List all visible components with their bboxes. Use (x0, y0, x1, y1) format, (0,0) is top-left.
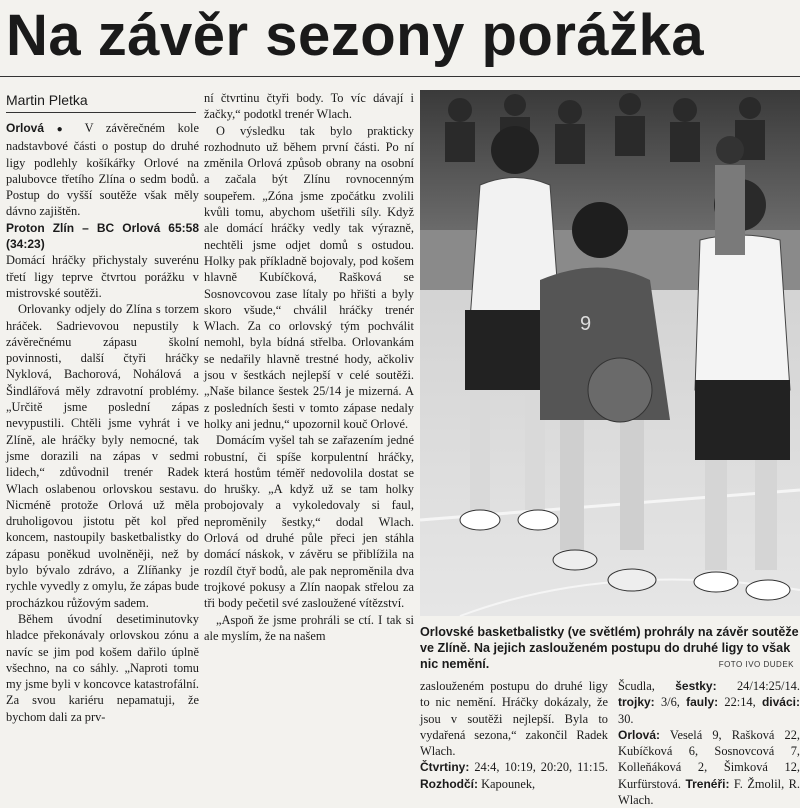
result-line: Proton Zlín – BC Orlová 65:58 (34:23) (6, 220, 199, 252)
team-lineup: Orlová: Veselá 9, Rašková 22, Kubíčková 6, Sosnovcová 7, Kolleňáková 2, Šimková 12, Kurfürstová. Trenéři: F. Žmolil, R. Wlach. (618, 727, 800, 808)
paragraph: Domácí hráčky přichystaly suverénu třetí ligy teprve čtvrtou porážku v mistrovské soutěži. (6, 253, 199, 300)
basketball-photo-illustration (420, 90, 800, 616)
stats-line: Šcudla, šestky: 24/14:25/14. trojky: 3/6, fauly: 22:14, diváci: 30. (618, 679, 800, 726)
paragraph: „Aspoň že jsme prohráli se ctí. I tak si ale myslím, že na našem (204, 612, 414, 643)
paragraph: Během úvodní desetiminutovky hladce překonávaly orlovskou zónu a navíc se jim pod košem dařilo úplně všechno, na co sáhly. „Naproti tomu my jsme byli v koncovce katastrofální. Za svou kariéru nepamatuji, že bychom dali za prv- (6, 611, 199, 724)
paragraph: O výsledku tak bylo prakticky rozhodnuto už během první části. Po ní změnila Orlová způsob obrany na osobní a začala být Zlínu rovnocenným soupeřem. „Zóna jsme zpočátku zvolili kvůli tomu, abychom ušetřili síly. Když ale domácí hráčky vedly tak výrazně, nechtěli jsme odjet domů s ostudou. Holky pak příkladně bojovaly, pod košem hlavně Kubíčková, Rašková se Sosnovcovou zase lítaly po hřišti a byly skoro všude,“ chválil hráčky trenér Wlach. Za co orlovský tým pochválit nemohl, byla bídná střelba. Orlovankám se nedařily hlavně trestné hody, ačkoliv jsou v šestkách nejlepší v celé soutěži. „Naše bilance šestek 25/14 je mizerná. A z posledních šesti v tomto zápase nedaly holky ani jednu,“ upozornil kouč Orlové. (204, 123, 414, 431)
paragraph: Domácím vyšel tah se zařazením jedné robustní, či spíše korpulentní hráčky, která hostům téměř nedovolila dostat se do hrušky. „A když už se tam holky probojovaly a vykoledovaly si faul, neproměnily šestky,“ dodal Wlach. Orlová od druhé půle přeci jen stáhla domácí náskok, v závěru se přiblížila na rozdíl čtyř bodů, ale pak neproměnila dva trojkové pokusy a Zlín naopak střelou za tři body pečetil své zasloužené vítězství. (204, 433, 414, 611)
byline: Martin Pletka (6, 92, 88, 108)
headline: Na závěr sezony porážka (6, 3, 705, 68)
article-column-2 (204, 90, 414, 796)
photo-caption: Orlovské basketbalistky (ve světlém) prohrály na závěr soutěže ve Zlíně. Na jejich zaslouženém postupu do druhé ligy to však nic nemění. (420, 625, 799, 671)
svg-text:9: 9 (580, 313, 592, 335)
paragraph: ní čtvrtinu čtyři body. To víc dávají i žačky,“ podotkl trenér Wlach. (204, 91, 414, 122)
headline-rule (0, 76, 800, 77)
player-background (715, 136, 745, 255)
article-column-4 (618, 678, 800, 808)
paragraph: Orlovanky odjely do Zlína s torzem hráček. Sadrievovou nepustily k závěrečnému zápasu školní povinnosti, další čtyři hráčky Nyklová, Bachorová, Nohálová a Šindlářová měly zdravotní problémy. „Určitě jsme poslední zápas nevypustili. Chtěli jsme vyhrát i ve Zlíně, ale hráčky byly nemocné, tak jsme dorazili na zápas v sedmi lidech,“ zdůvodnil trenér Radek Wlach oslabenou orlovskou sestavu. Nicméně protože Orlová už měla druholigovou jistotu pět kol před koncem, nastoupily basketbalistky do zápasu poněkud uvolněněji, než by bylo bývalo zdrávo, a Zlíňanky je rychle vyvedly z omylu, že zápas bude procházkou růžovým sadem. (6, 302, 199, 610)
basketball (588, 358, 652, 422)
bullet-icon: ● (56, 124, 73, 135)
dateline: Orlová (6, 121, 45, 135)
article-column-1 (6, 120, 199, 796)
lead-paragraph: Orlová ● V závěrečném kole nadstavbové části o postup do druhé ligy podlehly košíkářky Orlové na palubovce třetího Zlína o sedm bodů. Postup do vyšší soutěže však měly dávno zajištěn. (6, 121, 200, 219)
article-column-3 (420, 678, 608, 796)
photo-credit: FOTO IVO DUDEK (718, 660, 794, 669)
paragraph: zaslouženém postupu do druhé ligy to nic nemění. Hráčky dokázaly, že jsou v soutěži nejlepší. Byla to vydařená sezona,“ zakončil Radek Wlach. (420, 679, 608, 759)
stats-quarters: Čtvrtiny: 24:4, 10:19, 20:20, 11:15. Rozhodčí: Kapounek, (420, 760, 608, 791)
basketball-photo (420, 90, 800, 616)
byline-rule (6, 112, 196, 113)
